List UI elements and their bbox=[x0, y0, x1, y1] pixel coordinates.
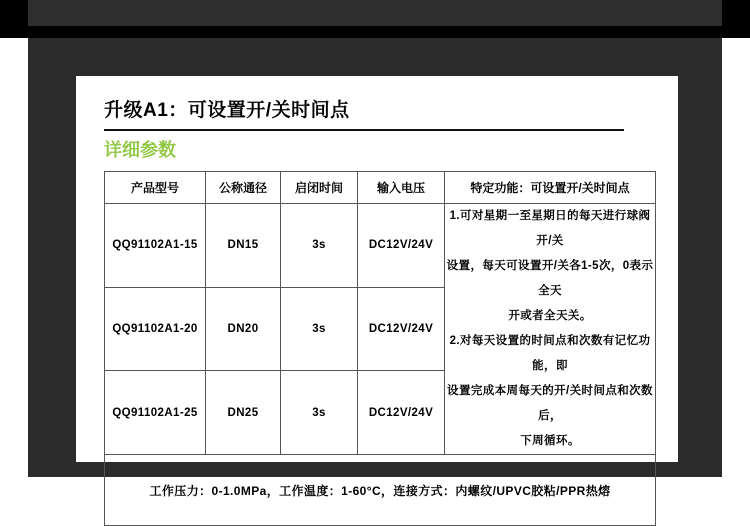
cell-model: QQ91102A1-25 bbox=[105, 371, 206, 455]
top-black-band bbox=[0, 0, 750, 38]
header-diameter: 公称通径 bbox=[206, 172, 281, 204]
cell-footer-note: 工作压力：0-1.0MPa，工作温度：1-60°C，连接方式：内螺纹/UPVC胶粘/PPR热熔 bbox=[105, 455, 656, 526]
cell-voltage: DC12V/24V bbox=[358, 371, 445, 455]
cell-model: QQ91102A1-15 bbox=[105, 204, 206, 288]
spec-table-body bbox=[105, 204, 656, 526]
feature-line: 1.可对星期一至星期日的每天进行球阀开/关 bbox=[449, 210, 651, 247]
cell-time: 3s bbox=[281, 204, 358, 288]
spec-card-inner bbox=[104, 98, 654, 498]
section-subtitle: 详细参数 bbox=[104, 140, 176, 160]
feature-line: 下周循环。 bbox=[520, 435, 580, 447]
feature-line: 2.对每天设置的时间点和次数有记忆功能，即 bbox=[449, 335, 651, 372]
cell-time: 3s bbox=[281, 371, 358, 455]
page-title: 升级A1：可设置开/关时间点 bbox=[104, 98, 624, 131]
table-header-row bbox=[105, 172, 656, 204]
top-band-inner-strip bbox=[28, 0, 722, 26]
spec-table-head bbox=[105, 172, 656, 204]
spec-card bbox=[76, 76, 678, 498]
feature-line: 设置，每天可设置开/关各1-5次，0表示全天 bbox=[446, 260, 654, 297]
cell-diameter: DN20 bbox=[206, 287, 281, 371]
cell-diameter: DN25 bbox=[206, 371, 281, 455]
feature-line: 开或者全天关。 bbox=[508, 310, 592, 322]
spec-table bbox=[104, 171, 656, 526]
header-voltage: 输入电压 bbox=[358, 172, 445, 204]
cell-voltage: DC12V/24V bbox=[358, 204, 445, 288]
header-model: 产品型号 bbox=[105, 172, 206, 204]
cell-model: QQ91102A1-20 bbox=[105, 287, 206, 371]
header-time: 启闭时间 bbox=[281, 172, 358, 204]
table-row bbox=[105, 204, 656, 288]
header-feature: 特定功能：可设置开/关时间点 bbox=[445, 172, 656, 204]
cell-voltage: DC12V/24V bbox=[358, 287, 445, 371]
feature-line: 设置完成本周每天的开/关时间点和次数后， bbox=[447, 385, 653, 422]
table-footer-row bbox=[105, 455, 656, 526]
cell-diameter: DN15 bbox=[206, 204, 281, 288]
cell-feature-description bbox=[445, 204, 656, 455]
cell-time: 3s bbox=[281, 287, 358, 371]
